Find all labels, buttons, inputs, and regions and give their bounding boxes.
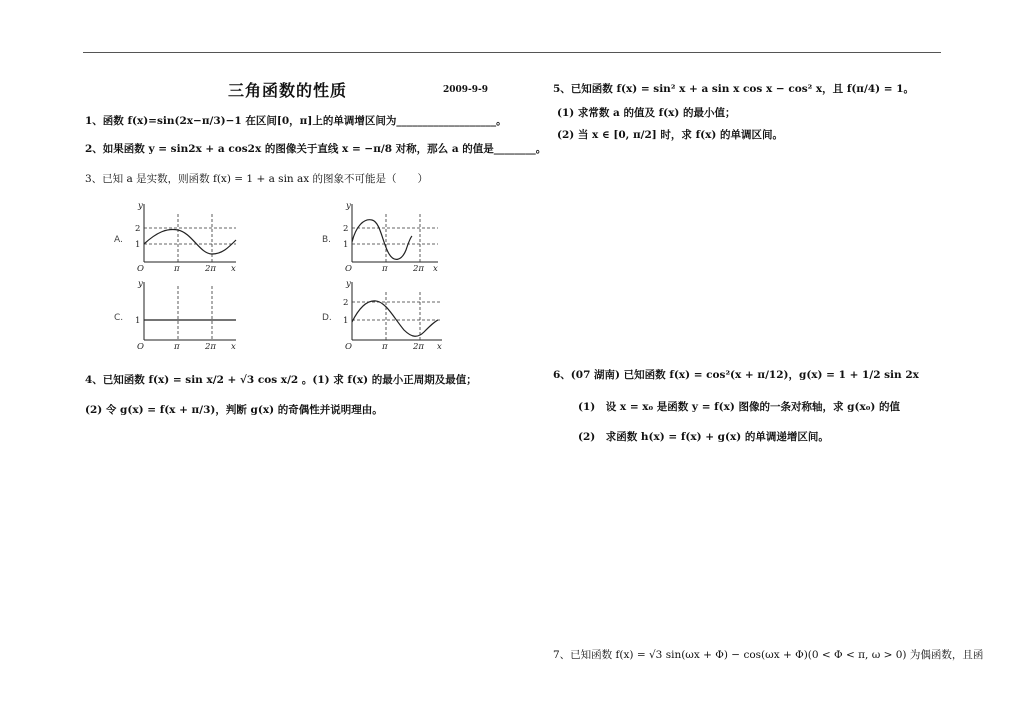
svg-text:2: 2 <box>343 298 349 308</box>
svg-text:π: π <box>174 264 180 274</box>
question-6-line-2: (1) 设 x = x₀ 是函数 y = f(x) 图像的一条对称轴，求 g(x₀) 的值 <box>578 401 900 413</box>
question-7: 7、已知函数 f(x) = √3 sin(ωx + Φ) − cos(ωx + Φ)(0 < Φ < π, ω > 0) 为偶函数，且函 <box>553 649 984 661</box>
svg-text:2: 2 <box>135 224 141 234</box>
svg-text:O: O <box>137 342 144 352</box>
svg-text:O: O <box>345 264 352 274</box>
graph-option-a <box>112 200 247 276</box>
question-5-line-2: (1) 求常数 a 的值及 f(x) 的最小值； <box>557 107 736 119</box>
question-3: 3、已知 a 是实数，则函数 f(x) = 1 + a sin ax 的图象不可能是（ ） <box>85 173 429 185</box>
question-1: 1、函数 f(x)=sin(2x−π/3)−1 在区间[0，π]上的单调增区间为___________________。 <box>85 115 507 127</box>
graph-option-c <box>112 278 247 354</box>
graph-option-d <box>320 278 455 354</box>
curve <box>352 301 438 336</box>
question-2: 2、如果函数 y = sin2x + a cos2x 的图像关于直线 x = −π/8 对称，那么 a 的值是________。 <box>85 143 547 155</box>
question-6-line-3: (2) 求函数 h(x) = f(x) + g(x) 的单调递增区间。 <box>578 431 829 443</box>
svg-text:2π: 2π <box>413 264 424 274</box>
svg-text:O: O <box>345 342 352 352</box>
option-b-label: B. <box>322 235 332 245</box>
option-d-label: D. <box>322 313 332 323</box>
svg-text:O: O <box>137 264 144 274</box>
svg-text:y: y <box>138 279 143 289</box>
svg-text:x: x <box>231 264 236 274</box>
svg-text:y: y <box>346 279 351 289</box>
question-6-line-1: 6、(07 湖南) 已知函数 f(x) = cos²(x + π/12)，g(x) = 1 + 1/2 sin 2x <box>553 369 919 381</box>
curve <box>352 220 412 260</box>
svg-text:x: x <box>433 264 438 274</box>
svg-text:2π: 2π <box>205 342 216 352</box>
svg-text:2π: 2π <box>413 342 424 352</box>
question-5-line-1: 5、已知函数 f(x) = sin² x + a sin x cos x − cos² x，且 f(π/4) = 1。 <box>553 83 915 95</box>
svg-text:1: 1 <box>343 316 349 326</box>
svg-text:1: 1 <box>135 240 141 250</box>
svg-text:x: x <box>231 342 236 352</box>
page-title: 三角函数的性质 <box>228 81 348 100</box>
curve <box>144 230 236 254</box>
svg-text:y: y <box>138 201 143 211</box>
option-a-label: A. <box>114 235 123 245</box>
svg-text:π: π <box>382 342 388 352</box>
graph-option-b <box>320 200 455 276</box>
question-4-line-2: (2) 令 g(x) = f(x + π/3)，判断 g(x) 的奇偶性并说明理由。 <box>85 404 383 416</box>
svg-text:1: 1 <box>343 240 349 250</box>
svg-text:2π: 2π <box>205 264 216 274</box>
svg-text:x: x <box>437 342 442 352</box>
date-label: 2009-9-9 <box>443 85 489 95</box>
svg-text:π: π <box>382 264 388 274</box>
question-4-line-1: 4、已知函数 f(x) = sin x/2 + √3 cos x/2 。(1) 求 f(x) 的最小正周期及最值； <box>85 374 477 386</box>
svg-text:y: y <box>346 201 351 211</box>
svg-text:2: 2 <box>343 224 349 234</box>
question-5-line-3: (2) 当 x ∈ [0, π/2] 时，求 f(x) 的单调区间。 <box>557 129 783 141</box>
svg-text:π: π <box>174 342 180 352</box>
header-rule <box>83 52 941 53</box>
svg-text:1: 1 <box>135 316 141 326</box>
option-c-label: C. <box>114 313 124 323</box>
